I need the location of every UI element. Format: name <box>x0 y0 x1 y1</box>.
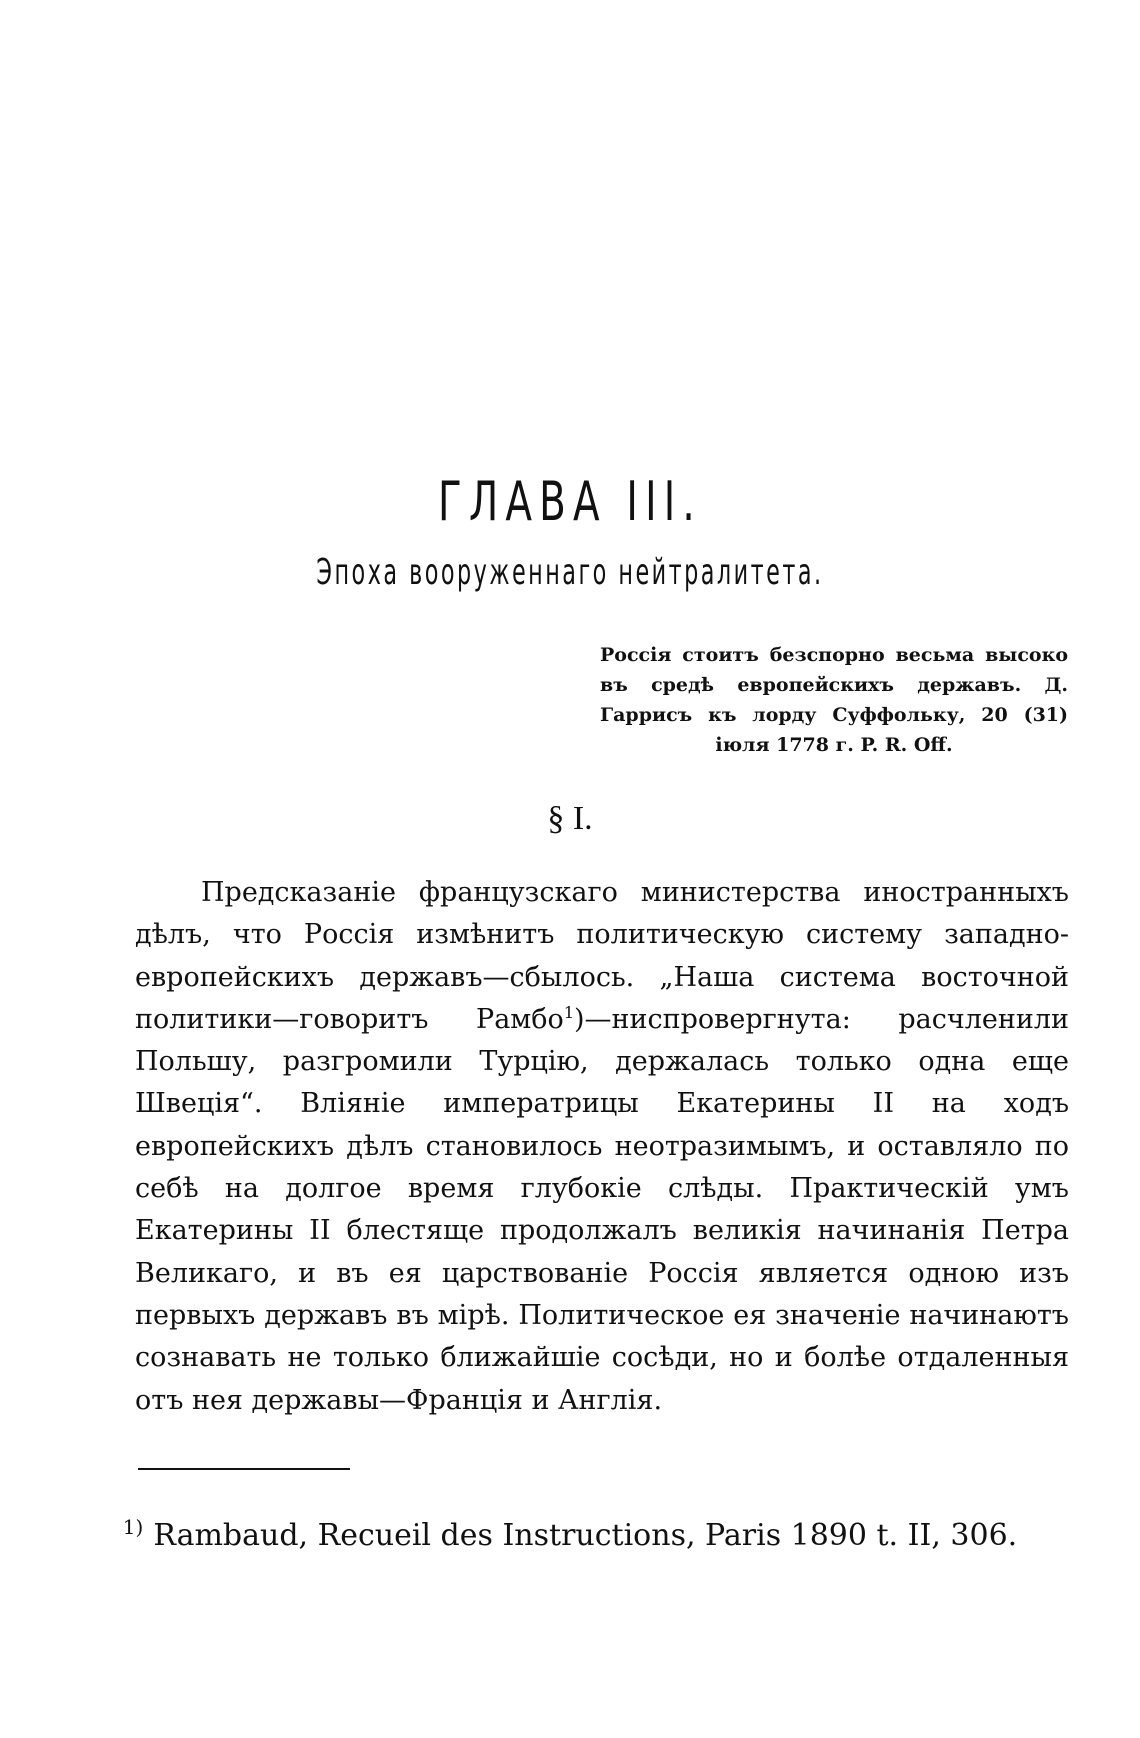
chapter-subtitle: Эпоха вооруженнаго нейтралитета. <box>316 552 824 593</box>
footnote-mark: 1) <box>122 1515 144 1539</box>
footnote-divider <box>138 1468 350 1470</box>
epigraph: Россія стоитъ безспорно весьма высоко въ средѣ европейскихъ державъ. Д. Гаррисъ къ лорду Суффольку, 20 (31) іюля 1778 г. P. R. Off. <box>600 644 1068 756</box>
footnote <box>0 1515 1140 1553</box>
section-heading: § I. <box>547 800 593 837</box>
main-paragraph <box>135 872 1069 1422</box>
footnote-text: Rambaud, Recueil des Instructions, Paris 1890 t. II, 306. <box>153 1518 1018 1553</box>
paragraph-text-part2: )—ниспровергнута: расчленили Польшу, разгромили Турцію, держалась только одна еще Швеція“. Вліяніе императрицы Екатерины II на ходъ европейскихъ дѣлъ становилось неотразимымъ, и оставляло по себѣ на долгое время глубокіе слѣды. Практическій умъ Екатерины II блестяще продолжалъ великія начинанія Петра Великаго, и въ ея царствованіе Россія является одною изъ первыхъ державъ въ мірѣ. Политическое ея значеніе начинаютъ сознавать не только ближайшіе сосѣди, но и болѣе отдаленныя отъ нея державы—Франція и Англія. <box>135 1003 1069 1416</box>
footnote-reference: 1 <box>563 1002 574 1022</box>
paragraph-text-part1: Предсказаніе французскаго министерства иностранныхъ дѣлъ, что Россія измѣнитъ политическую систему западно-европейскихъ державъ—сбылось. „Наша система восточной политики—говоритъ Рамбо <box>135 877 1069 1035</box>
chapter-title: ГЛАВА III. <box>438 470 702 533</box>
